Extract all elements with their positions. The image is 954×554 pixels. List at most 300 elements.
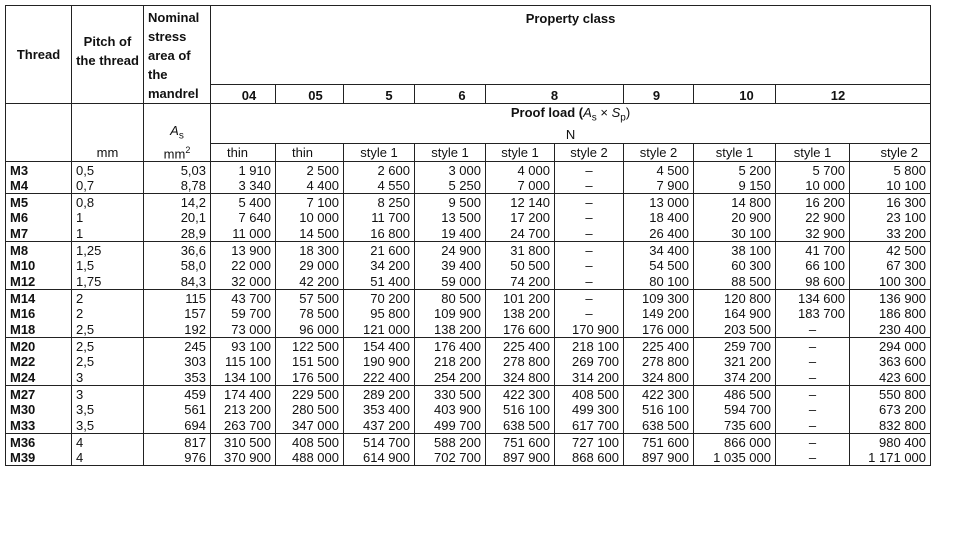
proof-load-cell: – bbox=[555, 274, 624, 290]
area-cell: 8,78 bbox=[144, 178, 211, 194]
class-8: 8 bbox=[486, 84, 624, 103]
proof-load-cell: 980 400 bbox=[850, 434, 931, 450]
pitch-cell: 2,5 bbox=[72, 354, 144, 370]
property-class-header: Property class bbox=[211, 6, 931, 85]
proof-load-cell: 259 700 bbox=[694, 338, 776, 354]
proof-load-cell: 594 700 bbox=[694, 402, 776, 418]
pitch-cell: 2 bbox=[72, 306, 144, 322]
proof-load-cell: 100 300 bbox=[850, 274, 931, 290]
proof-load-cell: 21 600 bbox=[344, 242, 415, 258]
proof-load-cell: 33 200 bbox=[850, 226, 931, 242]
proof-load-cell: 70 200 bbox=[344, 290, 415, 306]
proof-load-cell: 10 000 bbox=[776, 178, 850, 194]
table-row bbox=[6, 354, 931, 370]
table-row bbox=[6, 290, 931, 306]
table-row bbox=[6, 338, 931, 354]
proof-load-cell: 9 150 bbox=[694, 178, 776, 194]
proof-load-cell: 229 500 bbox=[276, 386, 344, 402]
proof-load-cell: – bbox=[776, 354, 850, 370]
table-row bbox=[6, 322, 931, 338]
proof-load-cell: 422 300 bbox=[486, 386, 555, 402]
proof-load-cell: 2 500 bbox=[276, 162, 344, 178]
nominal-area-header bbox=[144, 6, 211, 104]
proof-load-cell: 16 800 bbox=[344, 226, 415, 242]
proof-load-cell: – bbox=[555, 290, 624, 306]
proof-load-cell: 138 200 bbox=[415, 322, 486, 338]
proof-load-as: A bbox=[583, 105, 592, 120]
proof-load-cell: 39 400 bbox=[415, 258, 486, 274]
proof-load-cell: 190 900 bbox=[344, 354, 415, 370]
pitch-cell: 4 bbox=[72, 450, 144, 466]
table-row bbox=[6, 258, 931, 274]
proof-load-cell: 499 300 bbox=[555, 402, 624, 418]
proof-load-cell: 4 000 bbox=[486, 162, 555, 178]
proof-load-cell: 20 900 bbox=[694, 210, 776, 226]
proof-load-cell: 330 500 bbox=[415, 386, 486, 402]
style-cell: style 1 bbox=[694, 143, 776, 162]
proof-load-cell: – bbox=[555, 210, 624, 226]
class-9: 9 bbox=[624, 84, 694, 103]
proof-load-cell: 8 250 bbox=[344, 194, 415, 210]
proof-load-table bbox=[5, 5, 931, 466]
proof-load-cell: 38 100 bbox=[694, 242, 776, 258]
as-symbol: A bbox=[170, 122, 179, 138]
proof-load-cell: 866 000 bbox=[694, 434, 776, 450]
proof-load-cell: 7 100 bbox=[276, 194, 344, 210]
class-12: 12 bbox=[776, 84, 931, 103]
pitch-cell: 2 bbox=[72, 290, 144, 306]
proof-load-cell: 23 100 bbox=[850, 210, 931, 226]
proof-load-cell: 488 000 bbox=[276, 450, 344, 466]
thread-cell: M14 bbox=[6, 290, 72, 306]
proof-load-cell: 213 200 bbox=[211, 402, 276, 418]
class-5: 5 bbox=[344, 84, 415, 103]
thread-cell: M36 bbox=[6, 434, 72, 450]
proof-load-cell: 13 000 bbox=[624, 194, 694, 210]
area-cell: 5,03 bbox=[144, 162, 211, 178]
proof-load-cell: 34 400 bbox=[624, 242, 694, 258]
proof-load-cell: 151 500 bbox=[276, 354, 344, 370]
proof-load-sp: S bbox=[611, 105, 621, 120]
area-cell: 28,9 bbox=[144, 226, 211, 242]
pitch-cell: 1,25 bbox=[72, 242, 144, 258]
proof-load-cell: 26 400 bbox=[624, 226, 694, 242]
proof-load-cell: 19 400 bbox=[415, 226, 486, 242]
proof-load-cell: 727 100 bbox=[555, 434, 624, 450]
proof-load-cell: 324 800 bbox=[624, 370, 694, 386]
proof-load-cell: – bbox=[555, 242, 624, 258]
proof-load-cell: – bbox=[776, 322, 850, 338]
proof-load-cell: 22 900 bbox=[776, 210, 850, 226]
proof-load-cell: 11 700 bbox=[344, 210, 415, 226]
table-row bbox=[6, 386, 931, 402]
proof-load-close: ) bbox=[625, 105, 631, 120]
area-cell: 84,3 bbox=[144, 274, 211, 290]
proof-load-cell: – bbox=[555, 178, 624, 194]
proof-load-cell: 422 300 bbox=[624, 386, 694, 402]
proof-load-cell: 32 900 bbox=[776, 226, 850, 242]
table-body bbox=[6, 162, 931, 466]
table-row bbox=[6, 402, 931, 418]
proof-load-cell: 225 400 bbox=[624, 338, 694, 354]
table-row bbox=[6, 370, 931, 386]
pitch-cell: 0,8 bbox=[72, 194, 144, 210]
proof-load-cell: 74 200 bbox=[486, 274, 555, 290]
proof-load-cell: 31 800 bbox=[486, 242, 555, 258]
proof-load-cell: 222 400 bbox=[344, 370, 415, 386]
proof-load-cell: 550 800 bbox=[850, 386, 931, 402]
proof-load-cell: 10 100 bbox=[850, 178, 931, 194]
proof-load-cell: 12 140 bbox=[486, 194, 555, 210]
proof-load-cell: – bbox=[555, 258, 624, 274]
proof-load-cell: – bbox=[776, 418, 850, 434]
table-row bbox=[6, 162, 931, 178]
table-row bbox=[6, 418, 931, 434]
pitch-cell: 0,7 bbox=[72, 178, 144, 194]
thread-header: Thread bbox=[6, 6, 72, 104]
proof-load-cell: 109 300 bbox=[624, 290, 694, 306]
proof-load-cell: 60 300 bbox=[694, 258, 776, 274]
proof-load-cell: 67 300 bbox=[850, 258, 931, 274]
proof-load-cell: 176 600 bbox=[486, 322, 555, 338]
thread-cell: M24 bbox=[6, 370, 72, 386]
proof-load-as-sub: s bbox=[591, 112, 597, 124]
area-unit bbox=[144, 143, 211, 162]
style-cell: style 1 bbox=[776, 143, 850, 162]
proof-load-cell: 96 000 bbox=[276, 322, 344, 338]
proof-load-cell: 17 200 bbox=[486, 210, 555, 226]
proof-load-cell: 54 500 bbox=[624, 258, 694, 274]
thread-cell: M18 bbox=[6, 322, 72, 338]
proof-load-cell: 4 400 bbox=[276, 178, 344, 194]
proof-load-cell: 1 910 bbox=[211, 162, 276, 178]
thread-cell: M30 bbox=[6, 402, 72, 418]
proof-load-cell: 98 600 bbox=[776, 274, 850, 290]
proof-load-cell: 321 200 bbox=[694, 354, 776, 370]
proof-load-cell: 42 200 bbox=[276, 274, 344, 290]
proof-load-cell: 5 800 bbox=[850, 162, 931, 178]
pitch-cell: 1 bbox=[72, 210, 144, 226]
proof-load-cell: 310 500 bbox=[211, 434, 276, 450]
proof-load-cell: 269 700 bbox=[555, 354, 624, 370]
thread-cell: M22 bbox=[6, 354, 72, 370]
proof-load-cell: 122 500 bbox=[276, 338, 344, 354]
proof-load-cell: 164 900 bbox=[694, 306, 776, 322]
area-cell: 245 bbox=[144, 338, 211, 354]
proof-load-cell: 499 700 bbox=[415, 418, 486, 434]
proof-load-cell: 43 700 bbox=[211, 290, 276, 306]
proof-load-cell: 370 900 bbox=[211, 450, 276, 466]
proof-load-cell: 225 400 bbox=[486, 338, 555, 354]
proof-load-cell: 24 900 bbox=[415, 242, 486, 258]
proof-load-cell: 13 900 bbox=[211, 242, 276, 258]
proof-load-cell: – bbox=[776, 370, 850, 386]
proof-load-cell: 617 700 bbox=[555, 418, 624, 434]
proof-load-cell: 347 000 bbox=[276, 418, 344, 434]
proof-load-cell: 176 500 bbox=[276, 370, 344, 386]
area-cell: 459 bbox=[144, 386, 211, 402]
proof-load-cell: 294 000 bbox=[850, 338, 931, 354]
style-cell: thin bbox=[211, 143, 276, 162]
proof-load-cell: 278 800 bbox=[624, 354, 694, 370]
proof-load-cell: 78 500 bbox=[276, 306, 344, 322]
proof-load-cell: 638 500 bbox=[486, 418, 555, 434]
unit-style-row bbox=[6, 143, 931, 162]
proof-load-cell: 176 400 bbox=[415, 338, 486, 354]
proof-load-cell: – bbox=[776, 434, 850, 450]
thread-cell: M4 bbox=[6, 178, 72, 194]
proof-load-cell: – bbox=[776, 402, 850, 418]
proof-load-cell: 7 900 bbox=[624, 178, 694, 194]
area-cell: 694 bbox=[144, 418, 211, 434]
proof-load-cell: 702 700 bbox=[415, 450, 486, 466]
proof-load-cell: 280 500 bbox=[276, 402, 344, 418]
pitch-cell: 1 bbox=[72, 226, 144, 242]
pitch-header-filler bbox=[72, 104, 144, 144]
proof-load-cell: 14 500 bbox=[276, 226, 344, 242]
pitch-cell: 3 bbox=[72, 370, 144, 386]
proof-load-cell: 176 000 bbox=[624, 322, 694, 338]
proof-load-cell: 254 200 bbox=[415, 370, 486, 386]
proof-load-cell: – bbox=[776, 450, 850, 466]
proof-load-cell: 423 600 bbox=[850, 370, 931, 386]
pitch-cell: 2,5 bbox=[72, 322, 144, 338]
thread-cell: M10 bbox=[6, 258, 72, 274]
proof-load-cell: – bbox=[776, 386, 850, 402]
proof-load-cell: 136 900 bbox=[850, 290, 931, 306]
pitch-cell: 1,75 bbox=[72, 274, 144, 290]
proof-load-cell: 374 200 bbox=[694, 370, 776, 386]
pitch-cell: 1,5 bbox=[72, 258, 144, 274]
proof-load-cell: 353 400 bbox=[344, 402, 415, 418]
proof-load-cell: 897 900 bbox=[486, 450, 555, 466]
proof-load-cell: 218 100 bbox=[555, 338, 624, 354]
proof-load-cell: 120 800 bbox=[694, 290, 776, 306]
proof-load-cell: 11 000 bbox=[211, 226, 276, 242]
area-cell: 157 bbox=[144, 306, 211, 322]
proof-load-cell: 32 000 bbox=[211, 274, 276, 290]
proof-load-cell: – bbox=[776, 338, 850, 354]
proof-load-cell: 514 700 bbox=[344, 434, 415, 450]
table-container bbox=[5, 5, 931, 466]
style-cell: style 1 bbox=[344, 143, 415, 162]
proof-load-cell: 751 600 bbox=[486, 434, 555, 450]
proof-load-cell: 868 600 bbox=[555, 450, 624, 466]
proof-load-cell: 3 340 bbox=[211, 178, 276, 194]
proof-load-cell: – bbox=[555, 226, 624, 242]
thread-cell: M6 bbox=[6, 210, 72, 226]
proof-load-cell: 51 400 bbox=[344, 274, 415, 290]
proof-load-cell: 59 000 bbox=[415, 274, 486, 290]
area-cell: 192 bbox=[144, 322, 211, 338]
thread-cell: M8 bbox=[6, 242, 72, 258]
pitch-cell: 3,5 bbox=[72, 402, 144, 418]
proof-load-cell: 59 700 bbox=[211, 306, 276, 322]
proof-load-cell: 614 900 bbox=[344, 450, 415, 466]
pitch-header-label: Pitch of the thread bbox=[76, 34, 139, 68]
area-cell: 817 bbox=[144, 434, 211, 450]
style-cell: style 2 bbox=[624, 143, 694, 162]
area-cell: 14,2 bbox=[144, 194, 211, 210]
proof-load-cell: 95 800 bbox=[344, 306, 415, 322]
proof-load-header bbox=[211, 104, 931, 144]
proof-load-cell: 29 000 bbox=[276, 258, 344, 274]
proof-load-cell: 41 700 bbox=[776, 242, 850, 258]
area-cell: 561 bbox=[144, 402, 211, 418]
pitch-cell: 4 bbox=[72, 434, 144, 450]
thread-cell: M27 bbox=[6, 386, 72, 402]
class-10: 10 bbox=[694, 84, 776, 103]
class-04: 04 bbox=[211, 84, 276, 103]
thread-cell: M20 bbox=[6, 338, 72, 354]
proof-load-cell: 516 100 bbox=[486, 402, 555, 418]
proof-load-cell: 22 000 bbox=[211, 258, 276, 274]
proof-load-cell: 3 000 bbox=[415, 162, 486, 178]
proof-load-cell: 88 500 bbox=[694, 274, 776, 290]
thread-cell: M39 bbox=[6, 450, 72, 466]
proof-load-cell: 516 100 bbox=[624, 402, 694, 418]
proof-load-cell: 7 640 bbox=[211, 210, 276, 226]
proof-load-cell: 154 400 bbox=[344, 338, 415, 354]
proof-load-cell: 408 500 bbox=[555, 386, 624, 402]
proof-load-cell: 324 800 bbox=[486, 370, 555, 386]
pitch-unit: mm bbox=[72, 143, 144, 162]
table-row bbox=[6, 178, 931, 194]
proof-load-cell: 832 800 bbox=[850, 418, 931, 434]
proof-load-cell: 186 800 bbox=[850, 306, 931, 322]
nominal-area-label: Nominal stress area of the mandrel bbox=[148, 10, 200, 101]
proof-load-cell: 134 600 bbox=[776, 290, 850, 306]
proof-load-cell: 751 600 bbox=[624, 434, 694, 450]
thread-unit-cell bbox=[6, 143, 72, 162]
class-6: 6 bbox=[415, 84, 486, 103]
style-cell: style 2 bbox=[555, 143, 624, 162]
thread-cell: M12 bbox=[6, 274, 72, 290]
proof-load-cell: – bbox=[555, 194, 624, 210]
proof-load-cell: 115 100 bbox=[211, 354, 276, 370]
proof-load-cell: 263 700 bbox=[211, 418, 276, 434]
proof-load-cell: 673 200 bbox=[850, 402, 931, 418]
table-row bbox=[6, 194, 931, 210]
proof-load-cell: 4 500 bbox=[624, 162, 694, 178]
proof-load-cell: 73 000 bbox=[211, 322, 276, 338]
proof-load-cell: 13 500 bbox=[415, 210, 486, 226]
proof-load-cell: 588 200 bbox=[415, 434, 486, 450]
proof-load-cell: 174 400 bbox=[211, 386, 276, 402]
proof-load-cell: 7 000 bbox=[486, 178, 555, 194]
pitch-cell: 3 bbox=[72, 386, 144, 402]
proof-load-cell: 403 900 bbox=[415, 402, 486, 418]
proof-load-cell: 735 600 bbox=[694, 418, 776, 434]
area-cell: 976 bbox=[144, 450, 211, 466]
proof-load-cell: 14 800 bbox=[694, 194, 776, 210]
area-cell: 20,1 bbox=[144, 210, 211, 226]
pitch-cell: 0,5 bbox=[72, 162, 144, 178]
proof-load-cell: 5 200 bbox=[694, 162, 776, 178]
proof-load-cell: 170 900 bbox=[555, 322, 624, 338]
thread-cell: M5 bbox=[6, 194, 72, 210]
proof-load-cell: 149 200 bbox=[624, 306, 694, 322]
proof-load-cell: 2 600 bbox=[344, 162, 415, 178]
proof-load-cell: 278 800 bbox=[486, 354, 555, 370]
table-row bbox=[6, 242, 931, 258]
proof-load-cell: 1 035 000 bbox=[694, 450, 776, 466]
thread-cell: M33 bbox=[6, 418, 72, 434]
table-row bbox=[6, 306, 931, 322]
proof-load-cell: 66 100 bbox=[776, 258, 850, 274]
area-cell: 58,0 bbox=[144, 258, 211, 274]
pitch-cell: 3,5 bbox=[72, 418, 144, 434]
proof-load-cell: 50 500 bbox=[486, 258, 555, 274]
style-cell: style 1 bbox=[486, 143, 555, 162]
proof-load-cell: 9 500 bbox=[415, 194, 486, 210]
proof-load-cell: 230 400 bbox=[850, 322, 931, 338]
proof-load-cell: 10 000 bbox=[276, 210, 344, 226]
proof-load-cell: 289 200 bbox=[344, 386, 415, 402]
style-cell: thin bbox=[276, 143, 344, 162]
as-symbol-cell bbox=[144, 104, 211, 144]
proof-load-cell: 138 200 bbox=[486, 306, 555, 322]
proof-load-cell: 57 500 bbox=[276, 290, 344, 306]
table-row bbox=[6, 274, 931, 290]
proof-load-cell: 18 300 bbox=[276, 242, 344, 258]
table-row bbox=[6, 210, 931, 226]
area-unit-sup: 2 bbox=[185, 145, 191, 156]
proof-load-sp-sub: p bbox=[620, 112, 626, 124]
table-row bbox=[6, 434, 931, 450]
proof-load-cell: 5 250 bbox=[415, 178, 486, 194]
proof-load-cell: 93 100 bbox=[211, 338, 276, 354]
pitch-cell: 2,5 bbox=[72, 338, 144, 354]
proof-load-cell: 437 200 bbox=[344, 418, 415, 434]
proof-load-cell: 109 900 bbox=[415, 306, 486, 322]
proof-load-cell: 897 900 bbox=[624, 450, 694, 466]
proof-load-cell: 203 500 bbox=[694, 322, 776, 338]
proof-load-cell: – bbox=[555, 162, 624, 178]
table-row bbox=[6, 226, 931, 242]
thread-cell: M3 bbox=[6, 162, 72, 178]
style-cell: style 2 bbox=[850, 143, 931, 162]
proof-load-cell: 363 600 bbox=[850, 354, 931, 370]
proof-load-times: × bbox=[596, 105, 612, 120]
style-cell: style 1 bbox=[415, 143, 486, 162]
unit-newton: N bbox=[565, 126, 576, 142]
proof-load-cell: 101 200 bbox=[486, 290, 555, 306]
proof-load-cell: 5 700 bbox=[776, 162, 850, 178]
proof-load-cell: 1 171 000 bbox=[850, 450, 931, 466]
proof-load-cell: 4 550 bbox=[344, 178, 415, 194]
area-cell: 115 bbox=[144, 290, 211, 306]
proof-load-cell: 42 500 bbox=[850, 242, 931, 258]
proof-load-cell: 121 000 bbox=[344, 322, 415, 338]
proof-load-cell: 80 500 bbox=[415, 290, 486, 306]
proof-load-cell: 30 100 bbox=[694, 226, 776, 242]
proof-load-cell: 80 100 bbox=[624, 274, 694, 290]
class-05: 05 bbox=[276, 84, 344, 103]
proof-load-label: Proof load ( bbox=[510, 105, 584, 120]
proof-load-cell: 134 100 bbox=[211, 370, 276, 386]
pitch-header bbox=[72, 6, 144, 104]
area-cell: 353 bbox=[144, 370, 211, 386]
proof-load-cell: 408 500 bbox=[276, 434, 344, 450]
area-unit-text: mm bbox=[163, 146, 186, 162]
table-row bbox=[6, 450, 931, 466]
proof-load-cell: 183 700 bbox=[776, 306, 850, 322]
area-cell: 36,6 bbox=[144, 242, 211, 258]
proof-load-cell: 314 200 bbox=[555, 370, 624, 386]
as-subscript: s bbox=[178, 130, 184, 142]
proof-load-cell: 34 200 bbox=[344, 258, 415, 274]
